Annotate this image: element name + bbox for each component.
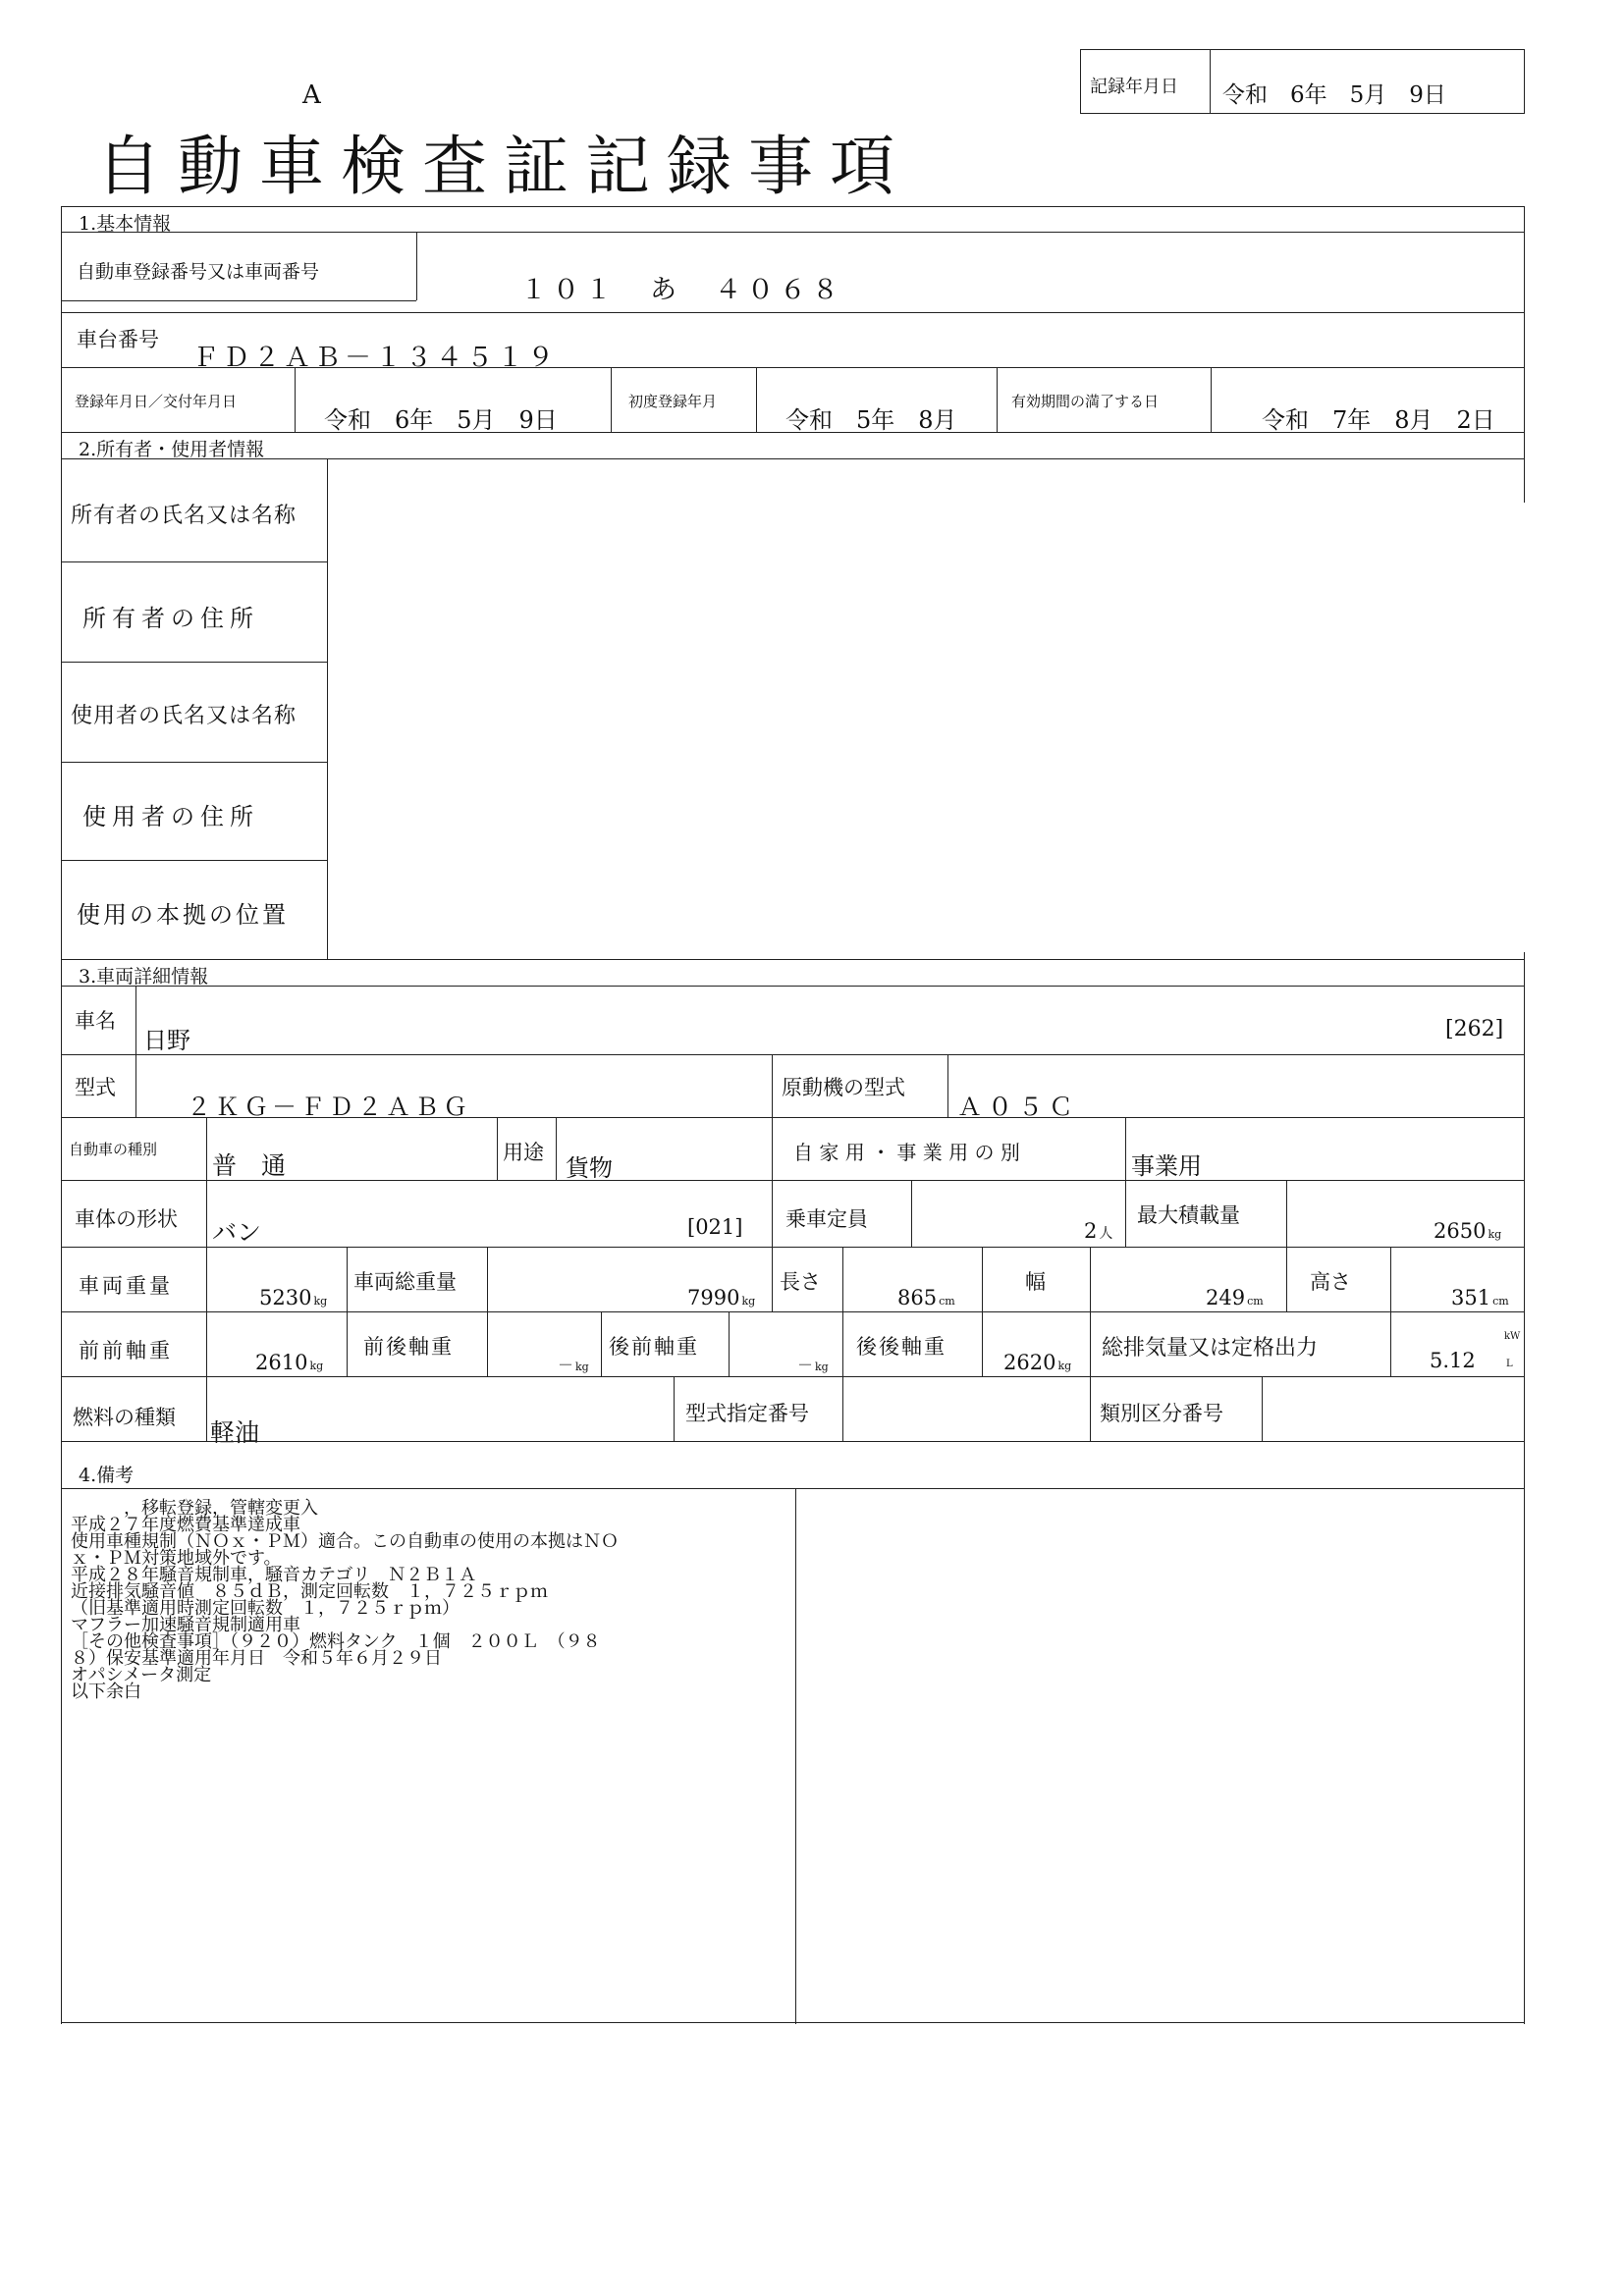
- weight-value: 5230 kg: [259, 1286, 328, 1309]
- use-label: 用途: [503, 1141, 544, 1164]
- width-value: 249 cm: [1206, 1286, 1264, 1309]
- rf-axle-label: 後前軸重: [609, 1335, 699, 1359]
- remarks-line: マフラー加速騒音規制適用車: [71, 1615, 300, 1635]
- capacity-value: 2 人: [1084, 1219, 1113, 1243]
- vehicle-name-label: 車名: [75, 1009, 116, 1033]
- width-label: 幅: [1025, 1270, 1046, 1294]
- owner-address-label: 所有者の住所: [82, 605, 259, 632]
- remarks-line: 近接排気騒音値 ８５ｄＢ，測定回転数 １，７２５ｒｐｍ: [71, 1581, 548, 1602]
- ff-axle-label: 前前軸重: [79, 1339, 173, 1362]
- remarks-line: 平成２８年騒音規制車，騒音カテゴリ Ｎ２Ｂ１Ａ: [71, 1565, 477, 1585]
- displacement-value: 5.12: [1430, 1349, 1476, 1372]
- expiry-label: 有効期間の満了する日: [1011, 393, 1160, 410]
- reg-no-label: 自動車登録番号又は車両番号: [77, 261, 320, 283]
- fuel-label: 燃料の種類: [73, 1406, 176, 1429]
- form-mark: A: [302, 80, 321, 110]
- section-vehicle-title: 3.車両詳細情報: [79, 966, 209, 988]
- reg-date-label: 登録年月日／交付年月日: [75, 393, 238, 410]
- body-label: 車体の形状: [75, 1207, 178, 1231]
- section-basic-title: 1.基本情報: [79, 213, 172, 235]
- user-name-label: 使用者の氏名又は名称: [71, 704, 298, 728]
- vehicle-name-code: [262]: [1445, 1017, 1504, 1041]
- displacement-unit-l: L: [1506, 1359, 1513, 1369]
- displacement-label: 総排気量又は定格出力: [1102, 1336, 1319, 1361]
- max-load-value: 2650 kg: [1434, 1219, 1502, 1243]
- max-load-label: 最大積載量: [1137, 1203, 1240, 1227]
- capacity-label: 乗車定員: [785, 1207, 868, 1231]
- private-value: 事業用: [1131, 1152, 1202, 1180]
- expiry-value: 令和 7年 8月 2日: [1262, 406, 1495, 434]
- use-value: 貨物: [566, 1154, 613, 1182]
- chassis-value: ＦＤ２ＡＢ－１３４５１９: [192, 343, 558, 373]
- first-reg-value: 令和 5年 8月: [785, 406, 957, 434]
- remarks-line: オパシメータ測定: [71, 1665, 212, 1685]
- user-address-label: 使用者の住所: [82, 803, 259, 830]
- fr-axle-value: － kg: [558, 1356, 589, 1374]
- model-label: 型式: [75, 1076, 116, 1099]
- remarks-line: ［その他検査事項］（９２０）燃料タンク １個 ２００Ｌ （９８: [71, 1631, 601, 1652]
- engine-label: 原動機の型式: [782, 1076, 905, 1099]
- height-value: 351 cm: [1451, 1286, 1509, 1309]
- body-value: バン: [212, 1218, 262, 1247]
- page-title: 自動車検査証記録事項: [96, 129, 911, 204]
- ff-axle-value: 2610 kg: [255, 1351, 324, 1374]
- record-date-value: 令和 6年 5月 9日: [1222, 82, 1446, 108]
- vehicle-name-value: 日野: [143, 1027, 190, 1054]
- base-location-label: 使用の本拠の位置: [77, 901, 289, 929]
- weight-label: 車両重量: [79, 1274, 173, 1298]
- remarks-line: ｘ・ＰＭ対策地域外です。: [71, 1548, 282, 1569]
- remarks-line: ８）保安基準適用年月日 令和５年６月２９日: [71, 1648, 442, 1669]
- reg-date-value: 令和 6年 5月 9日: [324, 406, 558, 434]
- fr-axle-label: 前後軸重: [363, 1335, 454, 1359]
- height-label: 高さ: [1310, 1270, 1351, 1294]
- owner-name-label: 所有者の氏名又は名称: [71, 504, 298, 528]
- chassis-label: 車台番号: [77, 328, 159, 351]
- remarks-line: 平成２７年度燃費基準達成車: [71, 1515, 300, 1535]
- remarks-line: ，移転登録，管轄変更入: [71, 1498, 318, 1519]
- body-code: [021]: [687, 1215, 743, 1239]
- length-label: 長さ: [780, 1270, 821, 1294]
- rr-axle-label: 後後軸重: [856, 1335, 947, 1359]
- type-no-label: 型式指定番号: [685, 1402, 809, 1425]
- private-label: 自 家 用 ・ 事 業 用 の 別: [793, 1141, 1020, 1164]
- displacement-unit-kw: kW: [1504, 1331, 1521, 1342]
- section-remarks-title: 4.備考: [79, 1465, 135, 1486]
- rr-axle-value: 2620 kg: [1003, 1351, 1072, 1374]
- remarks-line: 以下余白: [71, 1682, 141, 1702]
- kind-label: 自動車の種別: [69, 1141, 158, 1158]
- length-value: 865 cm: [897, 1286, 955, 1309]
- remarks-line: 使用車種規制（ＮＯｘ・ＰＭ）適合。この自動車の使用の本拠はＮＯ: [71, 1531, 619, 1552]
- gross-label: 車両総重量: [353, 1270, 457, 1294]
- gross-value: 7990 kg: [687, 1286, 756, 1309]
- class-no-label: 類別区分番号: [1100, 1402, 1223, 1425]
- model-value: ２ＫＧ－ＦＤ２ＡＢＧ: [187, 1093, 472, 1121]
- kind-value: 普 通: [212, 1151, 287, 1180]
- first-reg-label: 初度登録年月: [628, 393, 718, 410]
- section-owner-title: 2.所有者・使用者情報: [79, 439, 265, 460]
- remarks-line: （旧基準適用時測定回転数 １，７２５ｒｐｍ）: [71, 1598, 460, 1619]
- fuel-value: 軽油: [210, 1418, 260, 1447]
- reg-no-value: １０１ あ ４０６８: [520, 275, 844, 305]
- record-date-label: 記録年月日: [1090, 77, 1178, 97]
- engine-value: Ａ０５Ｃ: [957, 1093, 1080, 1121]
- rf-axle-value: － kg: [797, 1356, 829, 1374]
